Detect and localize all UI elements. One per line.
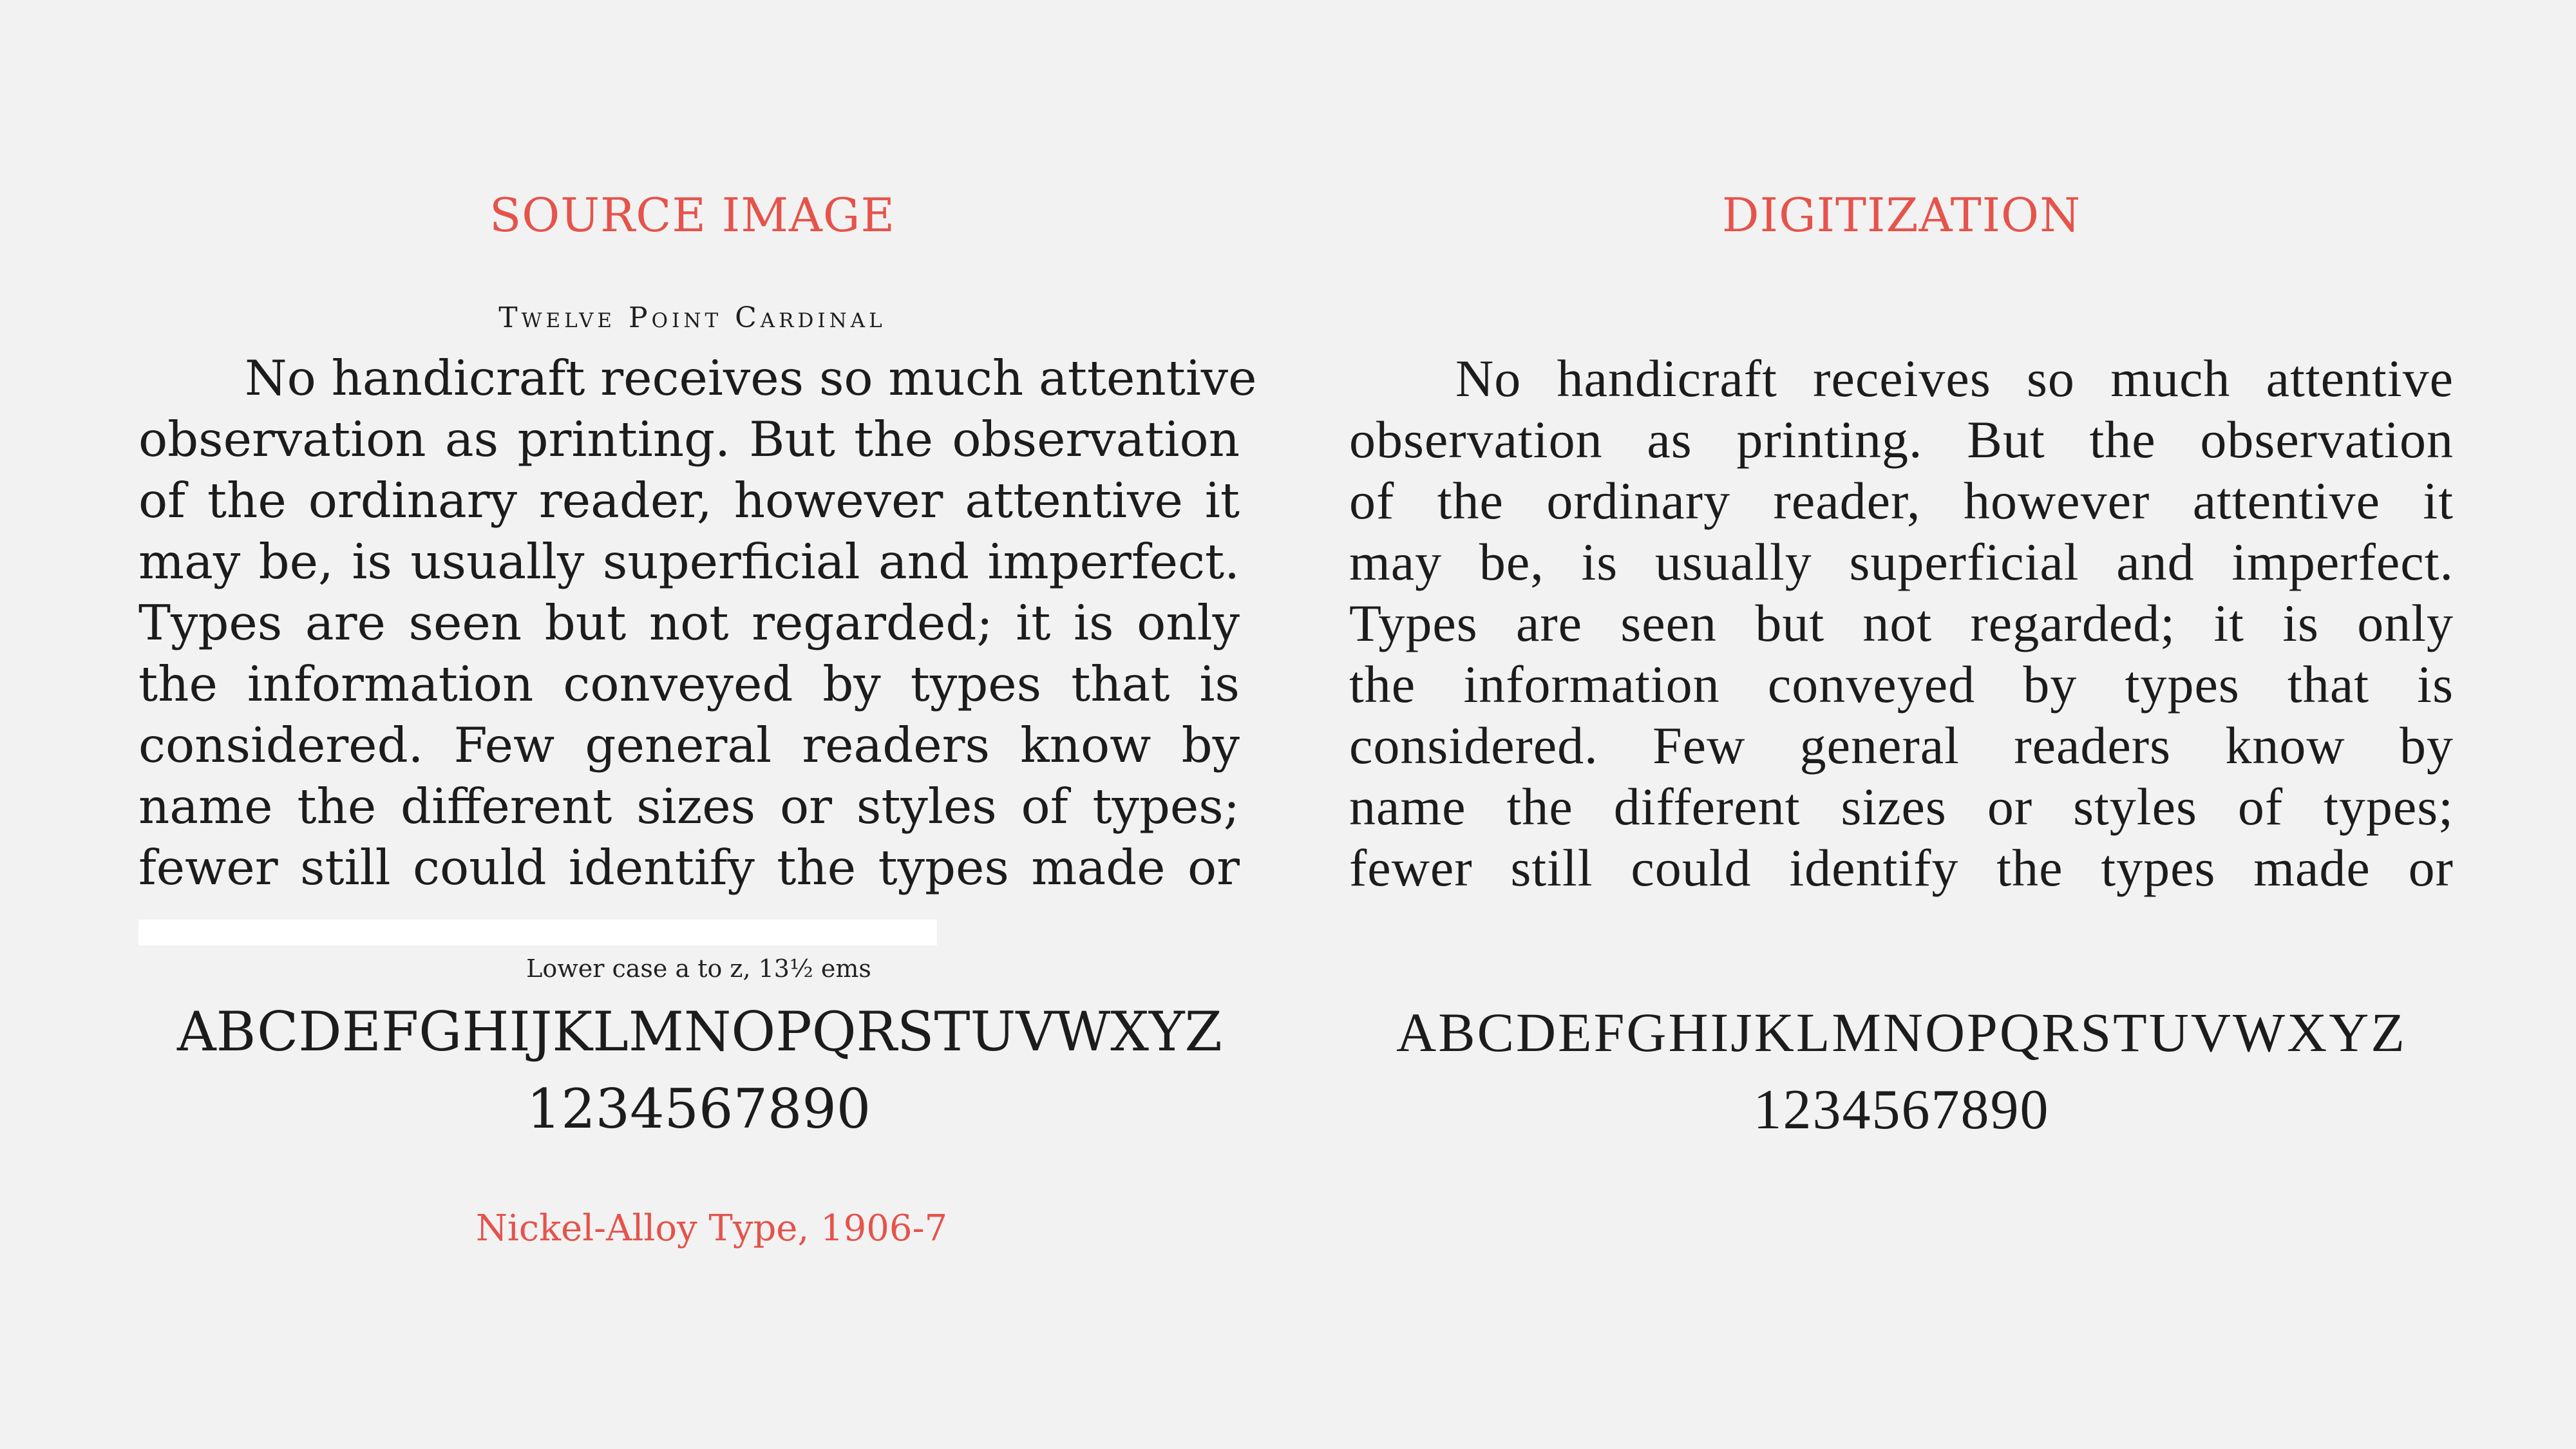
source-text-line: fewer still could identify the types made or xyxy=(138,839,1240,896)
source-text-line: name the different sizes or styles of types; xyxy=(138,778,1240,835)
digitization-text-line: No handicraft receives so much attentive xyxy=(1455,349,2454,408)
digitization-text-line: Types are seen but not regarded; it is only xyxy=(1349,594,2454,652)
digitization-heading: DIGITIZATION xyxy=(1721,188,2081,242)
digitization-text-line: of the ordinary reader, however attentive it xyxy=(1349,471,2454,530)
digitization-text-line: name the different sizes or styles of types; xyxy=(1349,777,2454,836)
source-text-line: may be, is usually superficial and imperfect. xyxy=(138,533,1240,590)
digitization-column xyxy=(1349,0,2454,1449)
digitization-text-block xyxy=(1349,348,2454,898)
source-text-line: Types are seen but not regarded; it is only xyxy=(138,594,1240,651)
digitization-text-line: the information conveyed by types that is xyxy=(1349,655,2454,714)
source-alphabet: ABCDEFGHIJKLMNOPQRSTUVWXYZ xyxy=(177,1000,1222,1063)
source-caption: Lower case a to z, 13½ ems xyxy=(526,954,871,983)
source-column xyxy=(138,0,1257,1449)
source-text-line: observation as printing. But the observation xyxy=(138,411,1240,468)
digitization-text-line: observation as printing. But the observation xyxy=(1349,410,2454,469)
scan-torn-edge xyxy=(138,920,937,945)
source-text-line: considered. Few general readers know by xyxy=(138,717,1240,773)
source-numerals: 1234567890 xyxy=(526,1077,871,1141)
source-heading: SOURCE IMAGE xyxy=(489,188,895,242)
source-text-line: the information conveyed by types that is xyxy=(138,656,1240,712)
digitization-text-line: fewer still could identify the types made or xyxy=(1349,838,2454,897)
digitization-numerals: 1234567890 xyxy=(1753,1079,2050,1141)
digitization-text-line: considered. Few general readers know by xyxy=(1349,716,2454,775)
source-footnote: Nickel-Alloy Type, 1906-7 xyxy=(475,1208,948,1249)
source-text-line: No handicraft receives so much attentive xyxy=(245,350,1257,406)
digitization-text-line: may be, is usually superficial and imperfect. xyxy=(1349,533,2454,591)
sample-title: Twelve Point Cardinal xyxy=(498,301,886,334)
digitization-alphabet: ABCDEFGHIJKLMNOPQRSTUVWXYZ xyxy=(1396,1001,2407,1063)
source-text-line: of the ordinary reader, however attentive it xyxy=(138,472,1240,529)
source-text-block xyxy=(138,348,1257,898)
